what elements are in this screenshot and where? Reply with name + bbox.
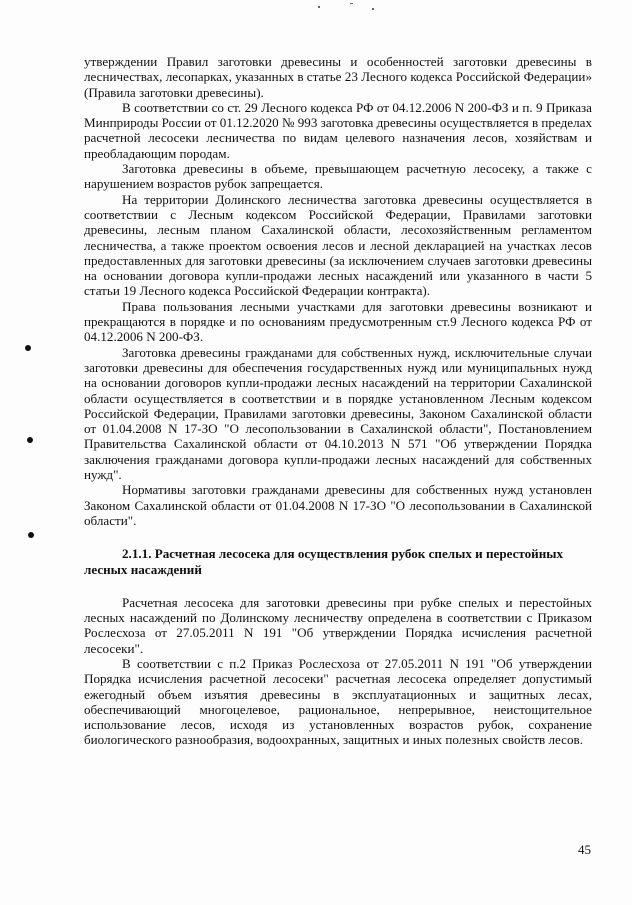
binder-hole-dot [27,437,33,443]
section-heading: 2.1.1. Расчетная лесосека для осуществления рубок спелых и перестойных лесных насаждений [84,546,564,577]
paragraph: В соответствии со ст. 29 Лесного кодекса РФ от 04.12.2006 N 200-ФЗ и п. 9 Приказа Минприроды России от 01.12.2020 № 993 заготовка древесины осуществляется в пределах расчетной лесосеки лесничества по видам целевого назначения лесов, хозяйствам и преобладающим породам. [84,99,592,161]
paragraph: Расчетная лесосека для заготовки древесины при рубке спелых и перестойных лесных насаждений по Долинскому лесничеству определена в соответствии с Приказом Рослесхоза от 27.05.2011 N 191 "Об утверждении Порядка исчисления расчетной лесосеки". [84,594,592,656]
paragraph: утверждении Правил заготовки древесины и особенностей заготовки древесины в лесничествах, лесопарках, указанных в статье 23 Лесного кодекса Российской Федерации» (Правила заготовки древесины). [84,54,592,100]
binder-hole-dot [28,532,34,538]
page-number: 45 [578,842,591,857]
binder-hole-dot [25,345,31,351]
paragraph: На территории Долинского лесничества заготовка древесины осуществляется в соответствии с Лесным кодексом Российской Федерации, Правилами заготовки древесины, лесным планом Сахалинской области, лесохозяйственным регламентом лесничества, а также проектом освоения лесов и лесной декларацией на участках лесов предоставленных для заготовки древесины (за исключением случаев заготовки древесины на основании договора купли-продажи лесных насаждений или указанного в части 5 статьи 19 Лесного кодекса Российской Федерации контракта). [84,191,592,299]
scan-speck [318,6,320,8]
scan-speck [372,8,374,10]
paragraph: Нормативы заготовки гражданами древесины для собственных нужд установлен Законом Сахалинской области от 01.04.2008 N 17-ЗО "О лесопользовании в Сахалинской области". [84,482,592,528]
paragraph: В соответствии с п.2 Приказ Рослесхоза от 27.05.2011 N 191 "Об утверждении Порядка исчисления расчетной лесосеки" расчетная лесосека определяет допустимый ежегодный объем изъятия древесины в эксплуатационных и защитных лесах, обеспечивающий многоцелевое, рациональное, непрерывное, неистощительное использование лесов, исходя из установленных возрастов рубок, сохранение биологического разнообразия, водоохранных, защитных и иных полезных свойств лесов. [84,655,592,748]
paragraph: Заготовка древесины в объеме, превышающем расчетную лесосеку, а также с нарушением возрастов рубок запрещается. [84,161,592,192]
scan-speck [350,3,353,4]
document-body [84,54,592,748]
paragraph: Права пользования лесными участками для заготовки древесины возникают и прекращаются в порядке и по основаниям предусмотренным ст.9 Лесного кодекса РФ от 04.12.2006 N 200-ФЗ. [84,298,592,345]
paragraph: Заготовка древесины гражданами для собственных нужд, исключительные случаи заготовки древесины для обеспечения государственных нужд или муниципальных нужд на основании договоров купли-продажи лесных насаждений на территории Сахалинской области осуществляется в соответствии и в порядке установленном Лесным кодексом Российской Федерации, Правилами заготовки древесины, Законом Сахалинской области от 01.04.2008 N 17-ЗО "О лесопользовании в Сахалинской области", Постановлением Правительства Сахалинской области от 04.10.2013 N 571 "Об утверждении Порядка заключения гражданами договора купли-продажи лесных насаждений для собственных нужд". [84,344,592,483]
